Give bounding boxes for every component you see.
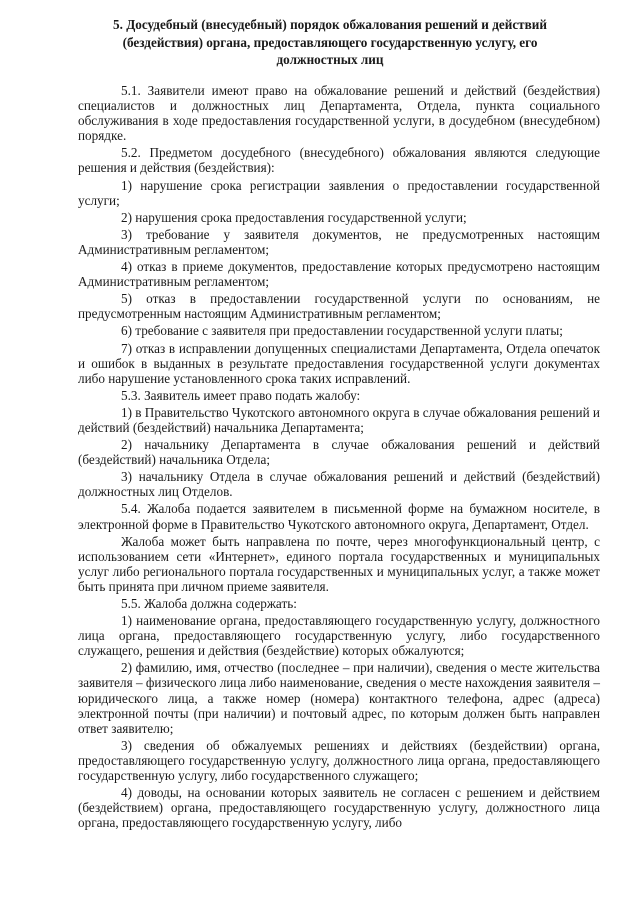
list-item: 6) требование с заявителя при предоставлении государственной услуги платы; [121, 323, 563, 339]
list-item: 5) отказ в предоставлении государственной услуги по основаниям, не предусмотренным настоящим Административным регламентом; [78, 291, 600, 322]
heading-line-1: 5. Досудебный (внесудебный) порядок обжалования решений и действий [113, 17, 547, 32]
document-body [78, 83, 600, 832]
list-item: 3) требование у заявителя документов, не предусмотренных настоящим Административным регламентом; [78, 226, 600, 257]
list-item: 3) начальнику Отдела в случае обжалования решений и действий (бездействий) должностных лиц Отделов. [78, 469, 600, 500]
paragraph-5-2: 5.2. Предметом досудебного (внесудебного) обжалования являются следующие решения и действия (бездействия): [78, 145, 600, 176]
paragraph-5-3: 5.3. Заявитель имеет право подать жалобу: [121, 387, 361, 403]
heading-line-2: (бездействия) органа, предоставляющего государственную услугу, его [122, 34, 538, 50]
list-item: 1) наименование органа, предоставляющего государственную услугу, должностного лица органа, предоставляющего государственную услугу, либо государственного служащего, решения и действия (бездействие) которых обжалуются; [78, 613, 600, 659]
list-item: 4) отказ в приеме документов, предоставление которых предусмотрено настоящим Административным регламентом; [78, 259, 600, 290]
list-item: 3) сведения об обжалуемых решениях и действиях (бездействии) органа, предоставляющего государственную услугу, должностного лица органа, предоставляющего государственную услугу, либо государственного служащего; [78, 737, 600, 784]
list-item: 1) нарушение срока регистрации заявления о предоставлении государственной услуги; [78, 177, 600, 208]
paragraph: Жалоба может быть направлена по почте, через многофункциональный центр, с использованием сети «Интернет», единого портала государственных и муниципальных услуг либо регионального портала государственных и муниципальных услуг, а также может быть принята при личном приеме заявителя. [78, 533, 600, 594]
list-item: 7) отказ в исправлении допущенных специалистами Департамента, Отдела опечаток и ошибок в выданных в результате предоставления государственной услуги документах либо нарушение установленного срока таких исправлений. [78, 340, 600, 386]
paragraph-5-1: 5.1. Заявители имеют право на обжалование решений и действий (бездействия) специалистов и должностных лиц Департамента, Отдела, пункта социального обслуживания в ходе предоставления государственной услуги, в досудебном (внесудебном) порядке. [78, 83, 600, 144]
paragraph-5-4: 5.4. Жалоба подается заявителем в письменной форме на бумажном носителе, в электронной форме в Правительство Чукотского автономного округа, Департамент, Отдел. [78, 501, 600, 532]
section-heading [60, 16, 600, 69]
list-item: 2) начальнику Департамента в случае обжалования решений и действий (бездействий) начальника Отдела; [78, 437, 600, 468]
list-item: 2) нарушения срока предоставления государственной услуги; [121, 209, 467, 225]
list-item: 2) фамилию, имя, отчество (последнее – при наличии), сведения о месте жительства заявителя – физического лица либо наименование, сведения о месте нахождения заявителя – юридического лица, а также номер (номера) контактного телефона, адрес (адреса) электронной почты (при наличии) и почтовый адрес, по которым должен быть направлен ответ заявителю; [78, 660, 600, 736]
paragraph-5-5: 5.5. Жалоба должна содержать: [121, 596, 297, 611]
list-item: 4) доводы, на основании которых заявитель не согласен с решением и действием (бездействием) органа, предоставляющего государственную услугу, должностного лица органа, предоставляющего государственную услугу, либо [78, 785, 600, 831]
list-item: 1) в Правительство Чукотского автономного округа в случае обжалования решений и действий (бездействий) начальника Департамента; [78, 404, 600, 435]
heading-line-3: должностных лиц [276, 52, 384, 67]
